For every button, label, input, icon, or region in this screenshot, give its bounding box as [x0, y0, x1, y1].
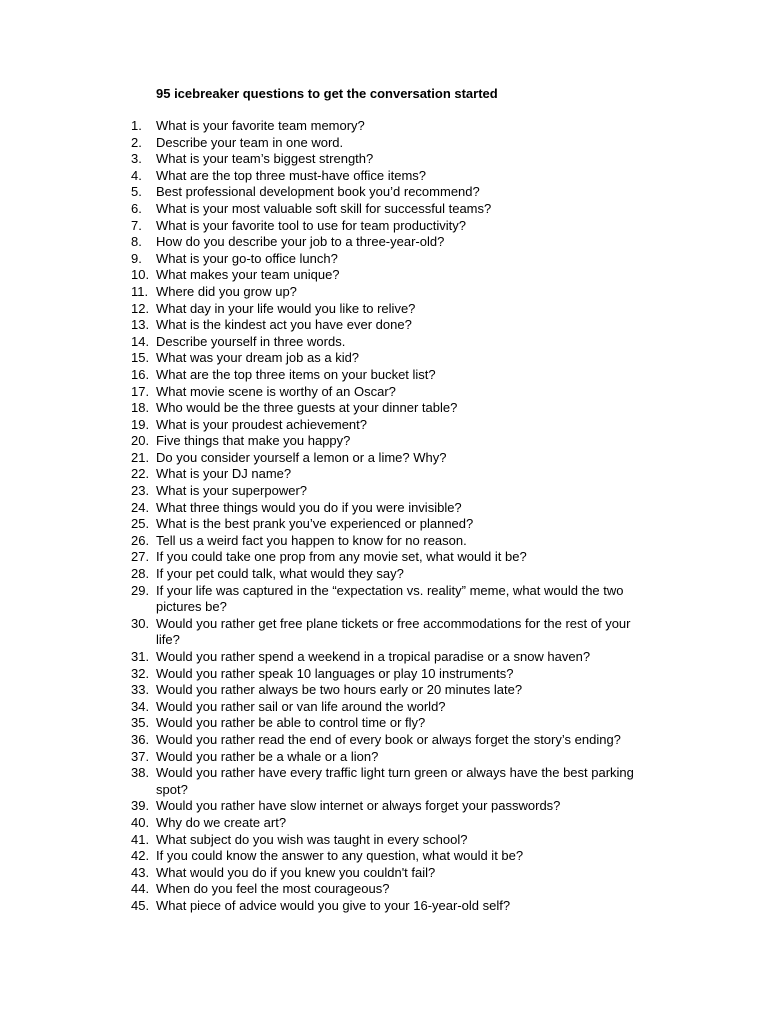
question-text: What movie scene is worthy of an Oscar?: [156, 383, 396, 399]
question-text: What was your dream job as a kid?: [156, 350, 360, 366]
question-item: [0, 749, 768, 766]
question-text: Would you rather always be two hours early or 20 minutes late?: [156, 682, 523, 698]
question-number: 23.: [131, 483, 150, 499]
question-text: If your pet could talk, what would they say?: [156, 566, 404, 582]
question-item: [0, 848, 768, 865]
question-text: What is your favorite tool to use for team productivity?: [156, 217, 466, 233]
question-number: 32.: [131, 665, 150, 681]
question-item: [0, 433, 768, 450]
question-text: What makes your team unique?: [156, 267, 340, 283]
question-number: 15.: [131, 350, 150, 366]
question-text: Would you rather sail or van life around the world?: [156, 698, 446, 714]
document-title: 95 icebreaker questions to get the conversation started: [156, 86, 498, 101]
question-number: 33.: [131, 682, 150, 698]
question-text: Who would be the three guests at your dinner table?: [156, 400, 458, 416]
question-text: What is your team’s biggest strength?: [156, 151, 374, 167]
question-item: [0, 865, 768, 882]
question-text: Would you rather be a whale or a lion?: [156, 748, 379, 764]
question-item: [0, 450, 768, 467]
question-text: What is your DJ name?: [156, 466, 292, 482]
question-number: 26.: [131, 532, 150, 548]
question-number: 2.: [131, 134, 142, 150]
question-text: Would you rather speak 10 languages or play 10 instruments?: [156, 665, 514, 681]
question-number: 11.: [131, 283, 149, 299]
question-text: Describe yourself in three words.: [156, 333, 346, 349]
question-number: 19.: [131, 416, 150, 432]
question-text: If you could take one prop from any movie set, what would it be?: [156, 549, 527, 565]
question-number: 28.: [131, 566, 150, 582]
question-number: 38.: [131, 765, 150, 781]
question-number: 12.: [131, 300, 150, 316]
question-text: Describe your team in one word.: [156, 134, 344, 150]
question-item: [0, 151, 768, 168]
question-item: [0, 317, 768, 334]
question-number: 13.: [131, 317, 150, 333]
question-list: [0, 118, 768, 915]
question-number: 16.: [131, 366, 150, 382]
question-text: What three things would you do if you were invisible?: [156, 499, 462, 515]
question-text: What is your proudest achievement?: [156, 416, 367, 432]
question-number: 31.: [131, 649, 150, 664]
question-item: [0, 549, 768, 566]
question-item: [0, 699, 768, 716]
question-item: [0, 400, 768, 417]
question-number: 34.: [131, 698, 150, 714]
question-number: 8.: [131, 234, 142, 250]
question-text: Would you rather have slow internet or always forget your passwords?: [156, 798, 561, 814]
question-number: 43.: [131, 864, 150, 880]
question-text: What piece of advice would you give to your 16-year-old self?: [156, 897, 511, 913]
question-text: Would you rather get free plane tickets or free accommodations for the rest of your life?: [156, 615, 631, 648]
question-text: How do you describe your job to a three-year-old?: [156, 234, 445, 250]
question-number: 37.: [131, 748, 150, 764]
question-text: Would you rather be able to control time or fly?: [156, 715, 426, 731]
question-item: [0, 566, 768, 583]
question-text: If your life was captured in the “expectation vs. reality” meme, what would the two pictures be?: [156, 582, 624, 615]
question-item: [0, 832, 768, 849]
question-number: 27.: [131, 549, 150, 565]
question-text: Tell us a weird fact you happen to know for no reason.: [156, 532, 467, 548]
question-number: 22.: [131, 466, 150, 482]
question-item: [0, 367, 768, 384]
question-text: When do you feel the most courageous?: [156, 881, 390, 897]
question-text: What subject do you wish was taught in every school?: [156, 831, 468, 847]
question-text: Would you rather spend a weekend in a tropical paradise or a snow haven?: [156, 649, 591, 664]
question-number: 35.: [131, 715, 150, 731]
question-text: Why do we create art?: [156, 814, 287, 830]
question-item: [0, 334, 768, 351]
question-text: Five things that make you happy?: [156, 433, 351, 449]
question-item: [0, 765, 768, 798]
question-number: 10.: [131, 267, 150, 283]
question-item: [0, 201, 768, 218]
question-item: [0, 168, 768, 185]
question-text: Would you rather read the end of every book or always forget the story’s ending?: [156, 731, 621, 747]
question-text: What is your most valuable soft skill for successful teams?: [156, 200, 492, 216]
question-number: 45.: [131, 897, 150, 913]
question-item: [0, 583, 768, 616]
question-text: If you could know the answer to any question, what would it be?: [156, 848, 524, 864]
question-item: [0, 798, 768, 815]
question-item: [0, 616, 768, 649]
question-text: What are the top three items on your bucket list?: [156, 366, 436, 382]
question-number: 21.: [131, 449, 150, 465]
question-text: What are the top three must-have office items?: [156, 167, 427, 183]
question-number: 14.: [131, 333, 150, 349]
question-number: 24.: [131, 499, 150, 515]
question-item: [0, 350, 768, 367]
question-item: [0, 500, 768, 517]
question-item: [0, 417, 768, 434]
question-text: What is your go-to office lunch?: [156, 250, 338, 266]
question-text: Do you consider yourself a lemon or a lime? Why?: [156, 449, 447, 465]
question-number: 4.: [131, 167, 142, 183]
question-text: What is the best prank you’ve experienced or planned?: [156, 516, 474, 532]
question-number: 44.: [131, 881, 150, 897]
question-item: [0, 881, 768, 898]
question-number: 1.: [131, 118, 142, 133]
question-item: [0, 516, 768, 533]
question-number: 20.: [131, 433, 150, 449]
question-number: 5.: [131, 184, 142, 200]
question-text: What is the kindest act you have ever done?: [156, 317, 412, 333]
question-item: [0, 267, 768, 284]
question-number: 7.: [131, 217, 142, 233]
question-item: [0, 649, 768, 666]
question-item: [0, 284, 768, 301]
question-item: [0, 251, 768, 268]
question-item: [0, 135, 768, 152]
question-text: Where did you grow up?: [156, 283, 297, 299]
question-text: What day in your life would you like to relive?: [156, 300, 416, 316]
question-number: 40.: [131, 814, 150, 830]
question-item: [0, 234, 768, 251]
question-number: 36.: [131, 731, 150, 747]
question-item: [0, 384, 768, 401]
question-number: 9.: [131, 250, 142, 266]
question-item: [0, 682, 768, 699]
question-item: [0, 732, 768, 749]
question-number: 29.: [131, 582, 150, 598]
question-number: 3.: [131, 151, 142, 167]
question-number: 25.: [131, 516, 150, 532]
question-item: [0, 218, 768, 235]
question-text: What is your superpower?: [156, 483, 308, 499]
question-text: Best professional development book you’d recommend?: [156, 184, 480, 200]
question-item: [0, 898, 768, 915]
question-item: [0, 466, 768, 483]
question-number: 30.: [131, 615, 150, 631]
question-text: What is your favorite team memory?: [156, 118, 365, 133]
question-item: [0, 184, 768, 201]
question-number: 39.: [131, 798, 150, 814]
question-text: Would you rather have every traffic light turn green or always have the best parking spot?: [156, 765, 634, 797]
question-number: 41.: [131, 831, 150, 847]
question-text: What would you do if you knew you couldn't fail?: [156, 864, 436, 880]
question-number: 42.: [131, 848, 150, 864]
question-item: [0, 301, 768, 318]
question-item: [0, 715, 768, 732]
question-number: 6.: [131, 200, 142, 216]
question-item: [0, 118, 768, 135]
question-item: [0, 815, 768, 832]
question-item: [0, 666, 768, 683]
question-item: [0, 483, 768, 500]
question-number: 17.: [131, 383, 150, 399]
question-item: [0, 533, 768, 550]
question-number: 18.: [131, 400, 150, 416]
